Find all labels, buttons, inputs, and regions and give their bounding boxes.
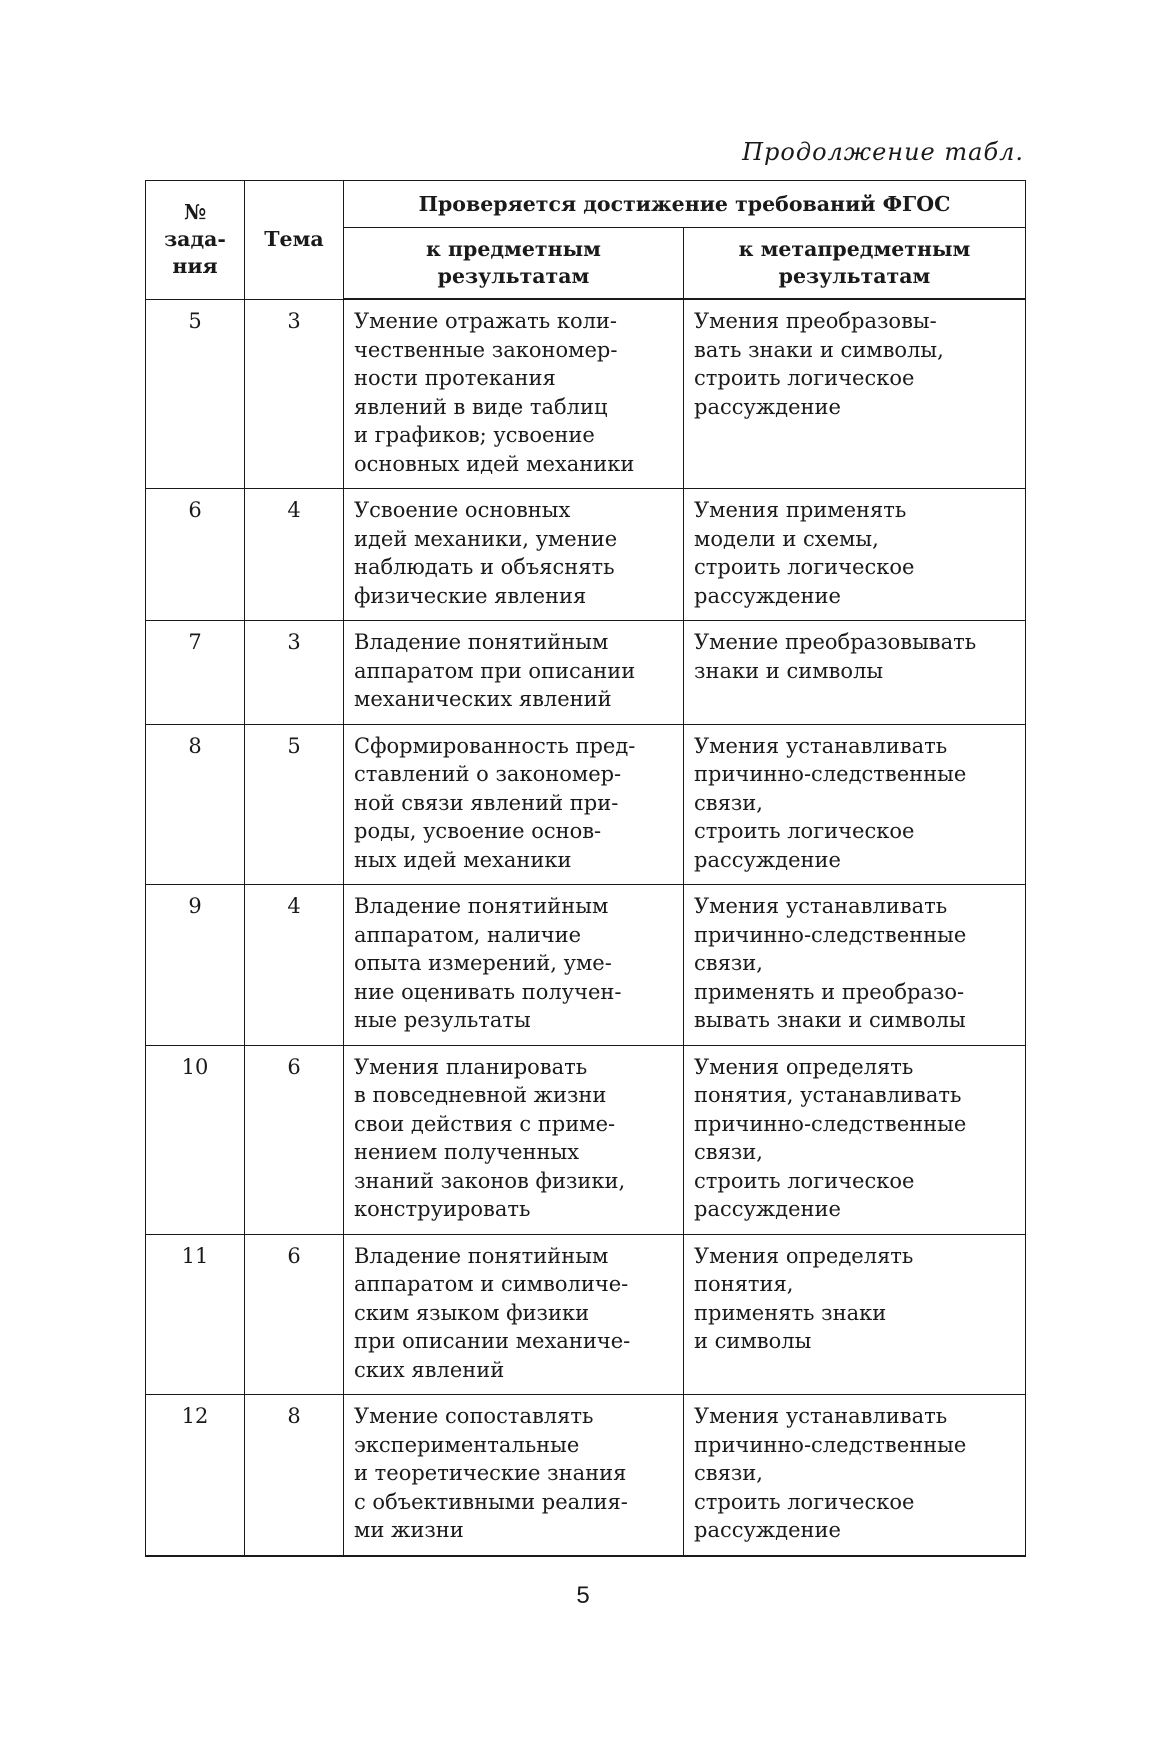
task-number-cell: 9: [146, 885, 245, 1046]
subject-results-cell: Сформированность пред- ставлений о закономер- ной связи явлений при- роды, усвоение основ- ных идей механики: [344, 724, 684, 885]
task-number-cell: 10: [146, 1045, 245, 1234]
metasubject-results-cell: Умения определять понятия, устанавливать причинно-следственные связи, строить логическое рассуждение: [684, 1045, 1026, 1234]
subject-results-cell: Умение отражать коли- чественные закономер- ности протекания явлений в виде таблиц и графиков; усвоение основных идей механики: [344, 299, 684, 489]
table-row: [146, 724, 1026, 885]
subject-results-cell: Умение сопоставлять экспериментальные и теоретические знания с объективными реалия- ми жизни: [344, 1395, 684, 1556]
task-number-cell: 12: [146, 1395, 245, 1556]
metasubject-results-cell: Умения устанавливать причинно-следственные связи, применять и преобразо- вывать знаки и символы: [684, 885, 1026, 1046]
topic-cell: 6: [245, 1234, 344, 1395]
subject-results-cell: Владение понятийным аппаратом и символиче- ским языком физики при описании механиче- ских явлений: [344, 1234, 684, 1395]
header-task-number: № зада- ния: [146, 181, 245, 300]
subject-results-cell: Умения планировать в повседневной жизни свои действия с приме- нением полученных знаний законов физики, конструировать: [344, 1045, 684, 1234]
task-number-cell: 7: [146, 621, 245, 725]
table-body: [146, 299, 1026, 1556]
metasubject-results-cell: Умения применять модели и схемы, строить логическое рассуждение: [684, 489, 1026, 621]
task-number-cell: 11: [146, 1234, 245, 1395]
table-row: [146, 489, 1026, 621]
topic-cell: 8: [245, 1395, 344, 1556]
table-row: [146, 885, 1026, 1046]
table-row: [146, 1234, 1026, 1395]
metasubject-results-cell: Умения устанавливать причинно-следственные связи, строить логическое рассуждение: [684, 724, 1026, 885]
task-number-cell: 5: [146, 299, 245, 489]
metasubject-results-cell: Умения определять понятия, применять знаки и символы: [684, 1234, 1026, 1395]
topic-cell: 4: [245, 885, 344, 1046]
subject-results-cell: Владение понятийным аппаратом, наличие опыта измерений, уме- ние оценивать получен- ные результаты: [344, 885, 684, 1046]
topic-cell: 3: [245, 621, 344, 725]
header-topic: Тема: [245, 181, 344, 300]
task-number-cell: 6: [146, 489, 245, 621]
table-row: [146, 1395, 1026, 1556]
table-row: [146, 621, 1026, 725]
header-row-top: [146, 181, 1026, 228]
fgos-requirements-table: [145, 180, 1026, 1557]
subject-results-cell: Владение понятийным аппаратом при описании механических явлений: [344, 621, 684, 725]
topic-cell: 3: [245, 299, 344, 489]
header-metasubject-results: к метапредметным результатам: [684, 228, 1026, 300]
header-subject-results: к предметным результатам: [344, 228, 684, 300]
topic-cell: 4: [245, 489, 344, 621]
metasubject-results-cell: Умение преобразовывать знаки и символы: [684, 621, 1026, 725]
table-row: [146, 1045, 1026, 1234]
page-number: 5: [576, 1582, 590, 1609]
metasubject-results-cell: Умения устанавливать причинно-следственные связи, строить логическое рассуждение: [684, 1395, 1026, 1556]
header-fgos: Проверяется достижение требований ФГОС: [344, 181, 1026, 228]
topic-cell: 6: [245, 1045, 344, 1234]
table-row: [146, 299, 1026, 489]
task-number-cell: 8: [146, 724, 245, 885]
topic-cell: 5: [245, 724, 344, 885]
subject-results-cell: Усвоение основных идей механики, умение наблюдать и объяснять физические явления: [344, 489, 684, 621]
metasubject-results-cell: Умения преобразовы- вать знаки и символы, строить логическое рассуждение: [684, 299, 1026, 489]
table-continuation-caption: Продолжение табл.: [742, 138, 1024, 166]
